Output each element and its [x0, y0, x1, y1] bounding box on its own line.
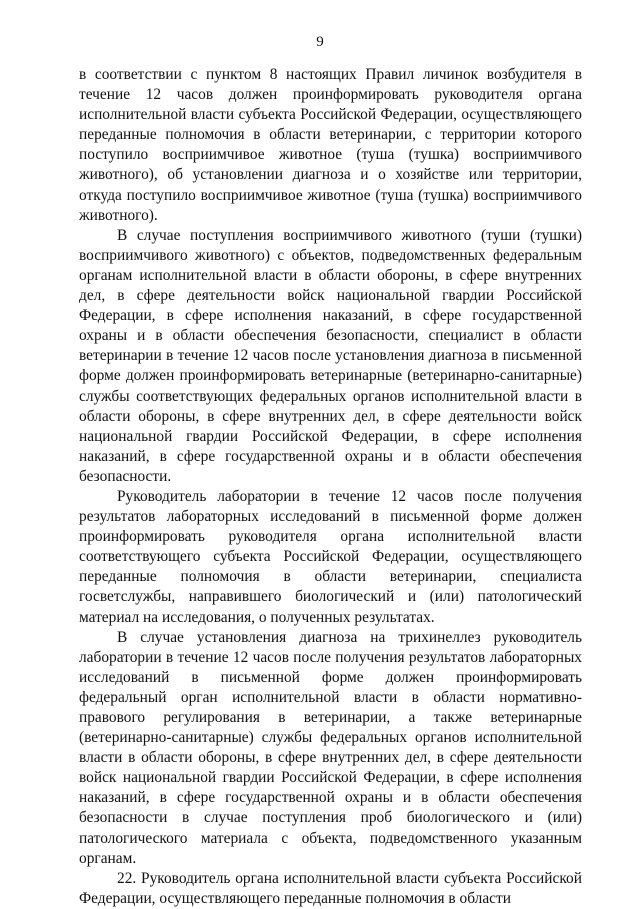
- document-body: [79, 65, 582, 909]
- paragraph-trichinellosis: В случае установления диагноза на трихинеллез руководитель лаборатории в течение 12 часов после получения результатов лабораторных исследований в письменной форме должен проинформировать федеральный орган исполнительной власти в области нормативно-правового регулирования в ветеринарии, а также ветеринарные (ветеринарно-санитарные) службы федеральных органов исполнительной власти в области обороны, в сфере внутренних дел, в сфере деятельности войск национальной гвардии Российской Федерации, в сфере исполнения наказаний, в сфере государственной охраны и в области обеспечения безопасности в случае поступления проб биологического и (или) патологического материала с объекта, подведомственного указанным органам.: [79, 628, 582, 867]
- paragraph-item-22: 22. Руководитель органа исполнительной власти субъекта Российской Федерации, осуществляющего переданные полномочия в области: [79, 869, 582, 907]
- paragraph-continuation: в соответствии с пунктом 8 настоящих Правил личинок возбудителя в течение 12 часов должен проинформировать руководителя органа исполнительной власти субъекта Российской Федерации, осуществляющего переданные полномочия в области ветеринарии, с территории которого поступило восприимчивое животное (туша (тушка) восприимчивого животного), об установлении диагноза и о хозяйстве или территории, откуда поступило восприимчивое животное (туша (тушка) восприимчивого животного).: [79, 66, 582, 224]
- page-number: 9: [316, 34, 324, 50]
- paragraph-lab-head: Руководитель лаборатории в течение 12 часов после получения результатов лабораторных исследований в письменной форме должен проинформировать руководителя органа исполнительной власти соответствующего субъекта Российской Федерации, осуществляющего переданные полномочия в области ветеринарии, специалиста госветслужбы, направившего биологический и (или) патологический материал на исследования, о полученных результатах.: [79, 487, 582, 626]
- paragraph-military-objects: В случае поступления восприимчивого животного (туши (тушки) восприимчивого животного) с объектов, подведомственных федеральным органам исполнительной власти в области обороны, в сфере внутренних дел, в сфере деятельности войск национальной гвардии Российской Федерации, в сфере исполнения наказаний, в сфере государственной охраны и в области обеспечения безопасности, специалист в области ветеринарии в течение 12 часов после установления диагноза в письменной форме должен проинформировать ветеринарные (ветеринарно-санитарные) службы соответствующих федеральных органов исполнительной власти в области обороны, в сфере внутренних дел, в сфере деятельности войск национальной гвардии Российской Федерации, в сфере исполнения наказаний, в сфере государственной охраны и в области обеспечения безопасности.: [79, 226, 582, 485]
